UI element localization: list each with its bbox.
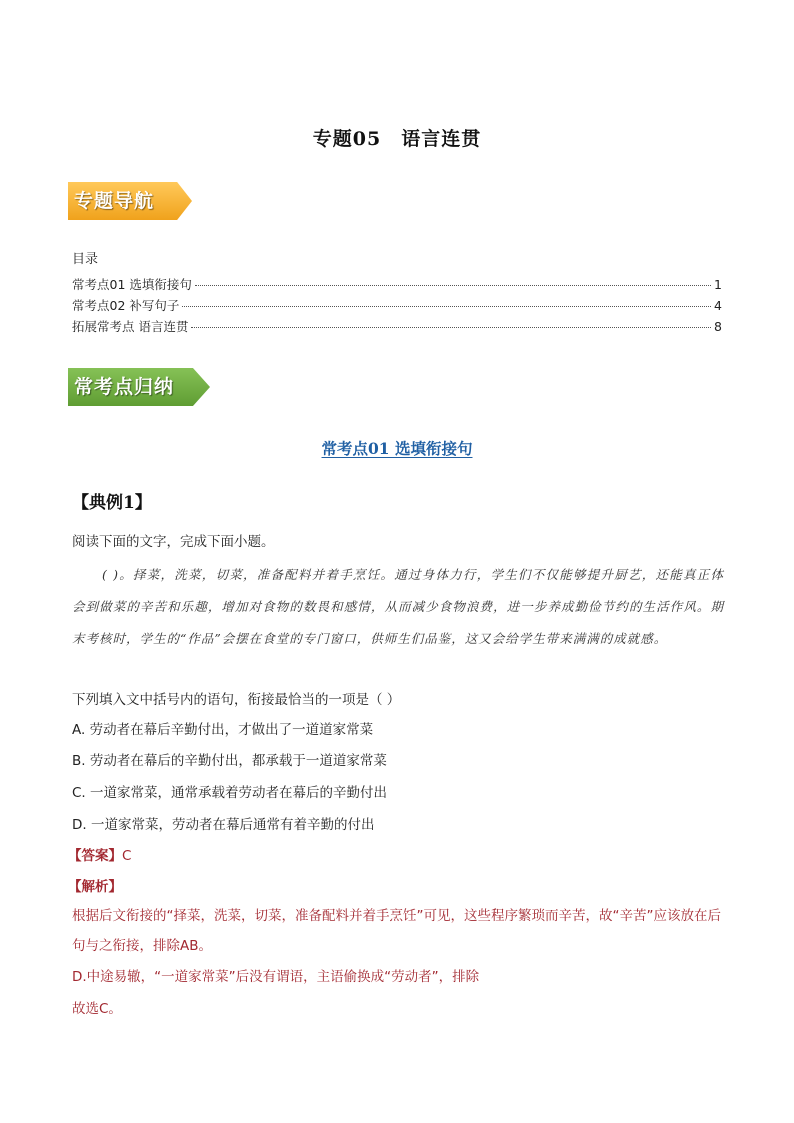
title-number: 专题05 [312,128,382,150]
toc-entry[interactable] [72,275,722,296]
analysis-label: 【解析】 [68,879,122,895]
toc-entry-page: 4 [714,298,722,313]
toc-entry-page: 1 [714,277,722,292]
answer-label: 【答案】 [68,848,122,864]
section-heading-text: 常考点01 选填衔接句 [321,439,473,458]
option-b: B. 劳动者在幕后的辛勤付出，都承载于一道道家常菜 [72,753,387,769]
toc-entry[interactable] [72,296,722,317]
section-heading-link[interactable] [0,437,794,459]
table-of-contents [72,248,722,338]
toc-entry-page: 8 [714,319,722,334]
option-a: A. 劳动者在幕后辛勤付出，才做出了一道道家常菜 [72,722,374,738]
title-text: 语言连贯 [401,128,482,150]
toc-heading: 目录 [72,252,99,267]
toc-leader-dots [195,285,711,286]
answer-value: C [122,848,132,864]
reading-passage: ( )。择菜，洗菜，切菜，准备配料并着手烹饪。通过身体力行，学生们不仅能够提升厨艺，还能真正体会到做菜的辛苦和乐趣，增加对食物的数畏和感情，从而减少食物浪费，进一步养成勤俭节约的生活作风。期末考核时，学生的“作品”会摆在食堂的专门窗口，供师生们品鉴，这又会给学生带来满满的成就感。 [72,567,724,646]
page-title [0,124,794,151]
question-stem: 下列填入文中括号内的语句，衔接最恰当的一项是（ ） [72,692,401,708]
topic-navigation-banner [68,182,198,220]
option-c: C. 一道家常菜，通常承载着劳动者在幕后的辛勤付出 [72,785,388,801]
example-label: 【典例1】 [72,493,152,513]
key-points-summary-banner [68,368,216,406]
analysis-conclusion: 故选C。 [72,1001,122,1017]
toc-entry[interactable] [72,317,722,338]
banner-label: 专题导航 [74,190,155,212]
toc-entry-label: 拓展常考点 语言连贯 [72,319,189,334]
toc-entry-label: 常考点02 补写句子 [72,298,180,313]
toc-leader-dots [191,327,711,328]
example-instruction: 阅读下面的文字，完成下面小题。 [72,534,275,550]
option-d: D. 一道家常菜，劳动者在幕后通常有着辛勤的付出 [72,817,375,833]
analysis-paragraph: D.中途易辙，“一道家常菜”后没有谓语，主语偷换成“劳动者”，排除 [72,969,480,985]
toc-leader-dots [182,306,711,307]
analysis-paragraph: 根据后文衔接的“择菜，洗菜，切菜，准备配料并着手烹饪”可见，这些程序繁琐而辛苦，故“辛苦”应该放在后句与之衔接，排除AB。 [72,908,721,954]
toc-entry-label: 常考点01 选填衔接句 [72,277,192,292]
answer-line [68,844,131,864]
banner-label: 常考点归纳 [74,376,175,398]
